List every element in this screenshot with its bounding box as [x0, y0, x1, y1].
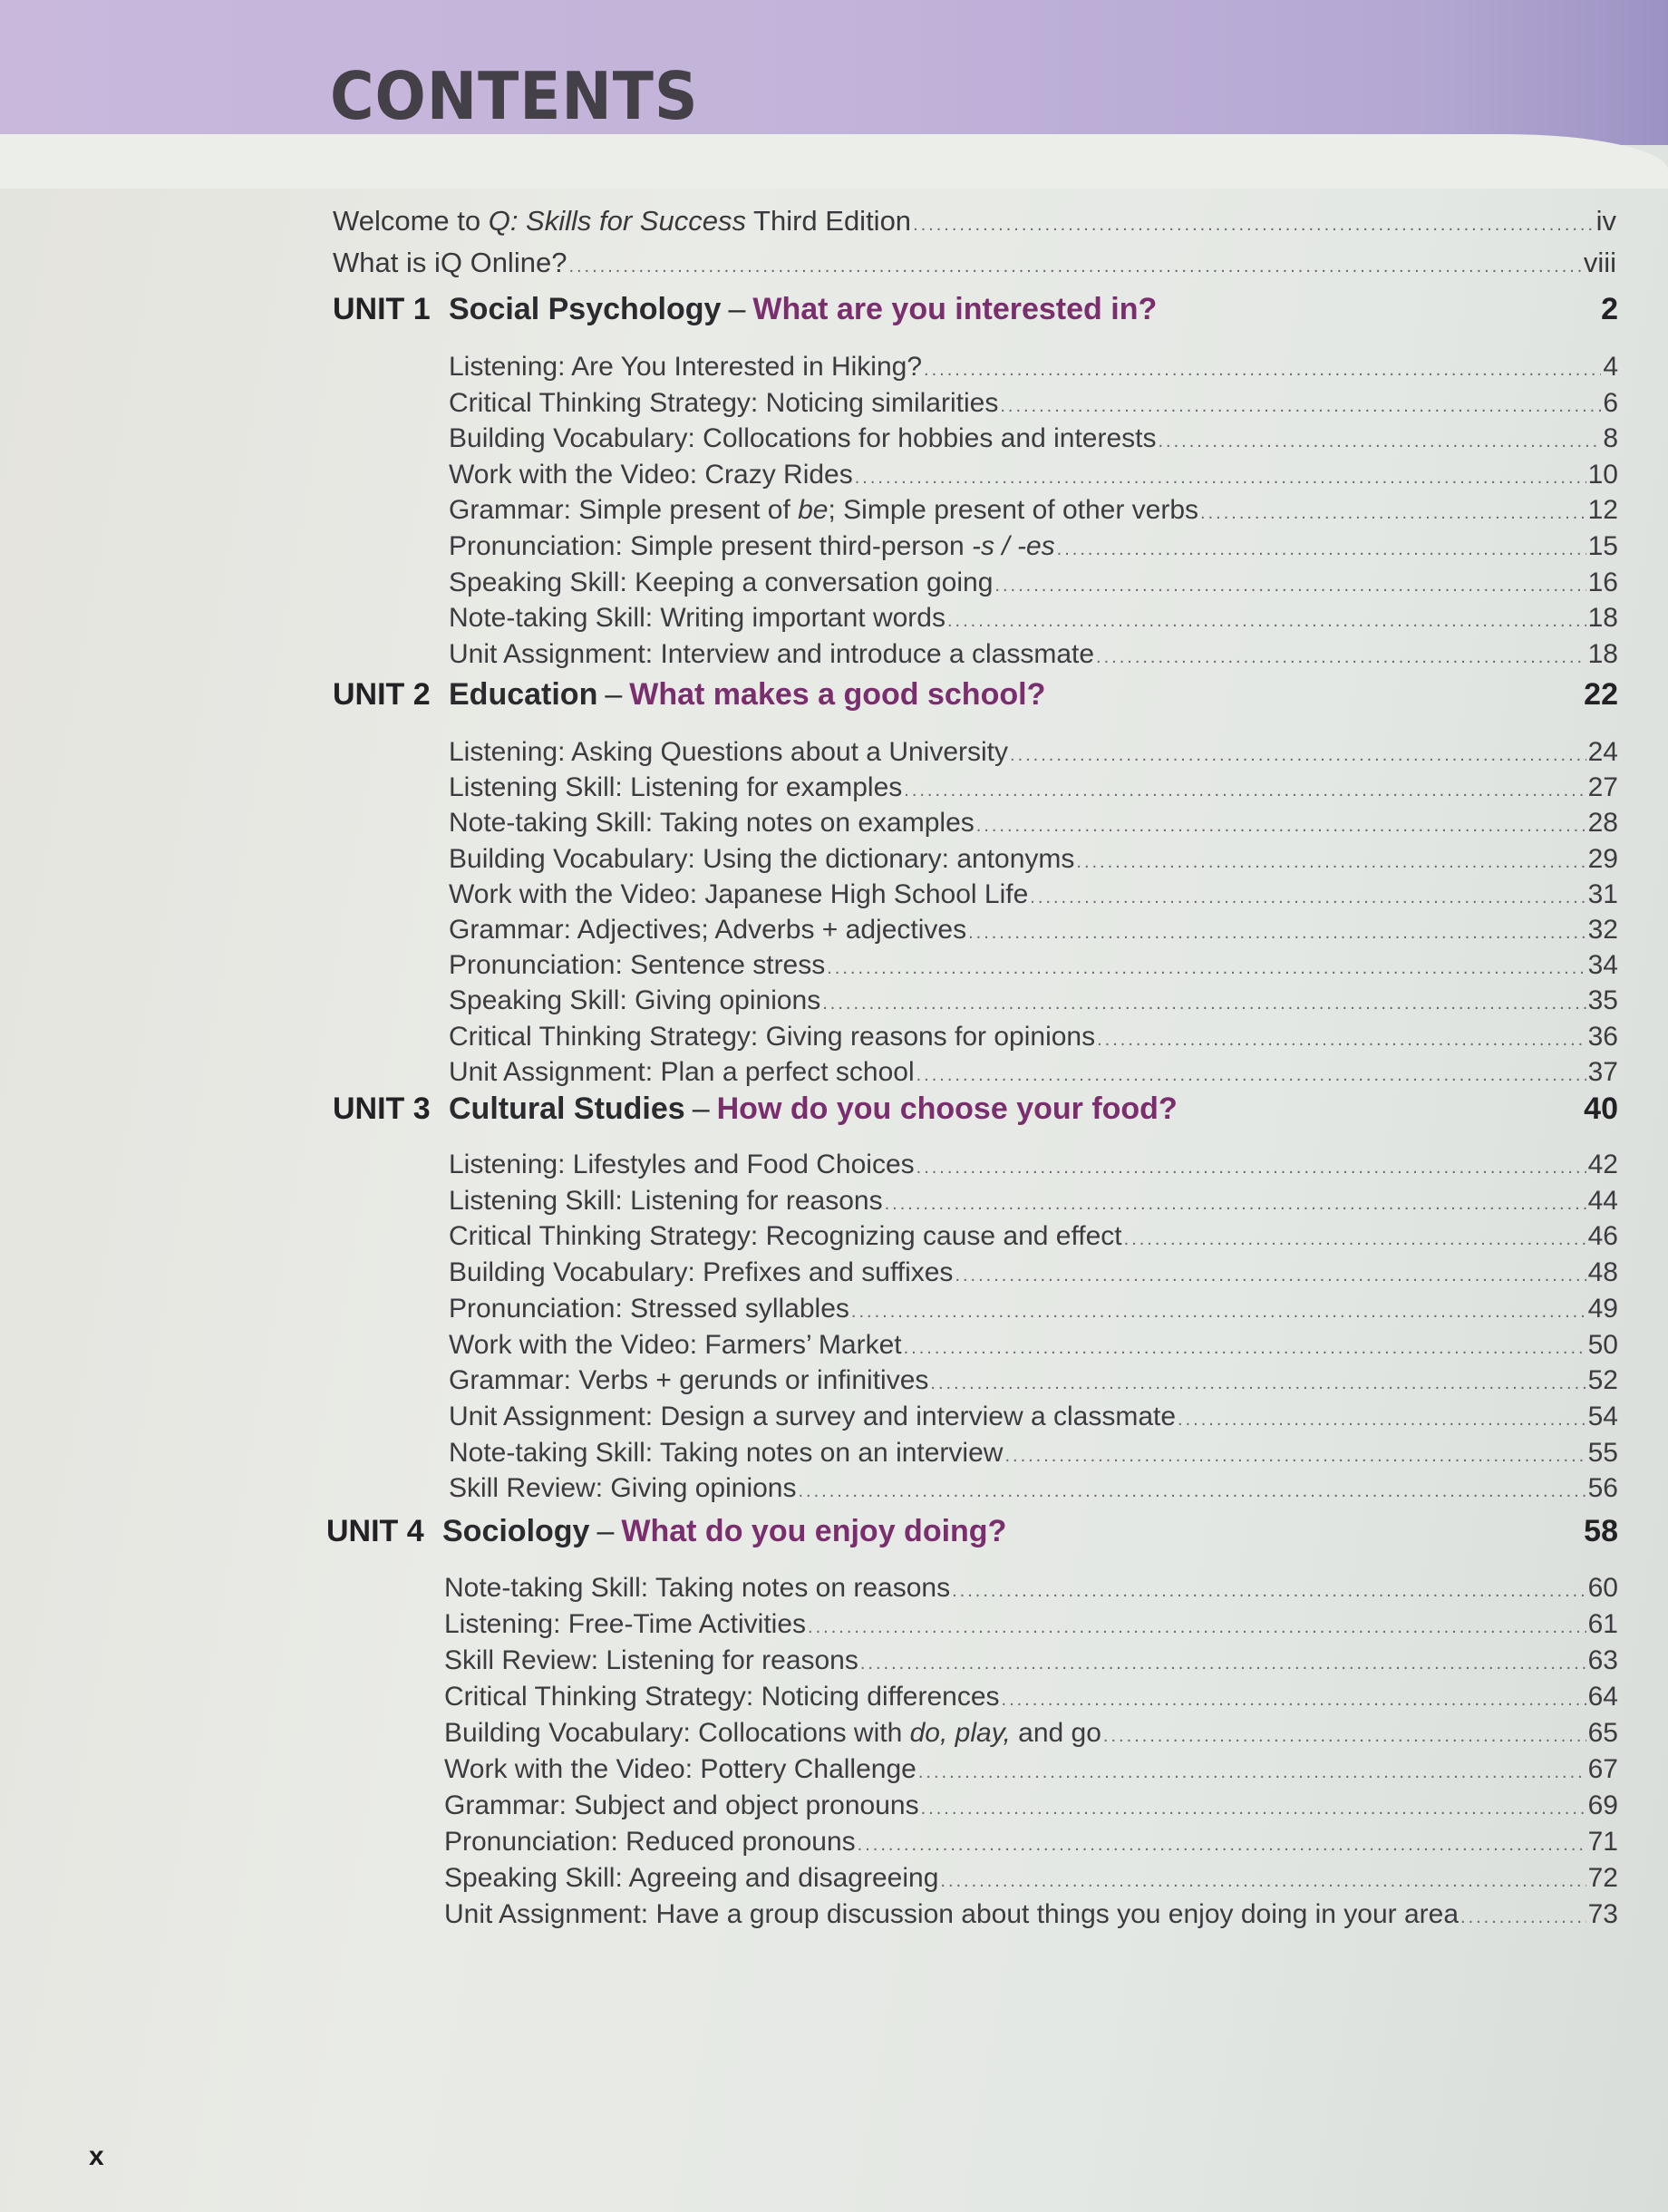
entry-page-number: 69 — [1587, 1790, 1618, 1820]
toc-entry[interactable] — [449, 388, 1618, 419]
entry-page-number: 54 — [1587, 1401, 1618, 1431]
entry-page-number: 37 — [1587, 1056, 1618, 1087]
toc-entry[interactable] — [449, 531, 1618, 562]
leader-dots — [1178, 1410, 1586, 1431]
toc-entry[interactable] — [444, 1863, 1618, 1894]
entry-label: Note-taking Skill: Taking notes on an interview — [449, 1437, 1004, 1468]
entry-label: Unit Assignment: Design a survey and interview a classmate — [449, 1401, 1177, 1431]
entry-label: Grammar: Simple present of be; Simple present of other verbs — [449, 495, 1199, 526]
unit-dash: – — [692, 1091, 710, 1126]
leader-dots — [808, 1617, 1586, 1638]
entry-page-number: 29 — [1587, 843, 1618, 874]
toc-entry[interactable] — [449, 879, 1618, 910]
entry-page-number: 65 — [1587, 1718, 1618, 1748]
entry-page-number: 56 — [1587, 1473, 1618, 1504]
entry-label: Note-taking Skill: Taking notes on examples — [449, 808, 975, 839]
entry-label: Unit Assignment: Plan a perfect school — [449, 1056, 915, 1087]
entry-label: Critical Thinking Strategy: Giving reasons for opinions — [449, 1021, 1096, 1052]
page-title: CONTENTS — [330, 58, 699, 134]
leader-dots — [827, 958, 1586, 979]
unit-heading-4[interactable] — [326, 1514, 1618, 1549]
leader-dots — [885, 1194, 1586, 1215]
leader-dots — [1103, 1726, 1586, 1747]
unit-dash: – — [605, 677, 623, 712]
toc-entry[interactable] — [449, 460, 1618, 490]
entry-label: Listening: Asking Questions about a University — [449, 737, 1009, 767]
entry-page-number: 48 — [1587, 1257, 1618, 1288]
unit-page-number: 58 — [1584, 1514, 1618, 1548]
toc-entry[interactable] — [449, 915, 1618, 946]
leader-dots — [921, 1799, 1586, 1819]
leader-dots — [916, 1065, 1586, 1086]
leader-dots — [799, 1481, 1586, 1502]
entry-page-number: 36 — [1587, 1021, 1618, 1052]
entry-label: Unit Assignment: Interview and introduce a classmate — [449, 638, 1095, 669]
toc-entry[interactable] — [449, 808, 1618, 839]
entry-label: Critical Thinking Strategy: Noticing similarities — [449, 387, 999, 418]
leader-dots — [952, 1581, 1586, 1602]
leader-dots — [1096, 647, 1586, 668]
entry-label: Critical Thinking Strategy: Noticing differences — [444, 1682, 1000, 1712]
entry-label: Work with the Video: Pottery Challenge — [444, 1754, 916, 1784]
toc-entry[interactable] — [449, 1438, 1618, 1469]
leader-dots — [1030, 888, 1586, 908]
toc-entry[interactable] — [444, 1573, 1618, 1604]
leader-dots — [924, 360, 1601, 381]
entry-label: Pronunciation: Stressed syllables — [449, 1293, 849, 1324]
unit-question: What are you interested in? — [752, 292, 1158, 326]
entry-label: Building Vocabulary: Collocations for hobbies and interests — [449, 423, 1157, 454]
leader-dots — [994, 576, 1586, 597]
unit-subject: Sociology — [442, 1514, 590, 1548]
entry-label: Speaking Skill: Giving opinions — [449, 985, 821, 1016]
leader-dots — [822, 994, 1586, 1014]
entry-page-number: 10 — [1587, 459, 1618, 490]
unit-heading-1[interactable] — [333, 292, 1618, 327]
unit-page-number: 40 — [1584, 1091, 1618, 1126]
toc-entry[interactable] — [449, 1057, 1618, 1088]
unit-dash: – — [596, 1514, 615, 1548]
toc-entry[interactable] — [449, 844, 1618, 875]
leader-dots — [976, 816, 1586, 837]
entry-page-number: 18 — [1587, 603, 1618, 634]
entry-label: Building Vocabulary: Collocations with do, play, and go — [444, 1718, 1101, 1748]
entry-page-number: 52 — [1587, 1365, 1618, 1396]
toc-entry[interactable] — [444, 1645, 1618, 1676]
unit-number: UNIT 1 — [333, 292, 431, 326]
leader-dots — [1010, 745, 1586, 766]
leader-dots — [1004, 1446, 1586, 1467]
toc-entry[interactable] — [449, 1186, 1618, 1217]
entry-page-number: viii — [1583, 247, 1616, 278]
toc-entry[interactable] — [449, 1294, 1618, 1324]
toc-entry[interactable] — [444, 1682, 1618, 1712]
leader-dots — [904, 781, 1586, 801]
entry-label: Speaking Skill: Agreeing and disagreeing — [444, 1863, 939, 1893]
entry-page-number: 27 — [1587, 772, 1618, 803]
entry-label: Listening: Lifestyles and Food Choices — [449, 1150, 915, 1179]
entry-page-number: 8 — [1603, 423, 1618, 454]
entry-label: Listening: Free-Time Activities — [444, 1609, 807, 1639]
entry-label: Work with the Video: Crazy Rides — [449, 459, 853, 490]
toc-entry-welcome[interactable] — [333, 205, 1616, 238]
entry-page-number: 61 — [1587, 1609, 1618, 1639]
entry-page-number: 63 — [1587, 1645, 1618, 1675]
leader-dots — [1076, 852, 1586, 873]
entry-label: Work with the Video: Japanese High School Life — [449, 878, 1029, 909]
entry-page-number: 32 — [1587, 915, 1618, 945]
entry-page-number: 64 — [1587, 1682, 1618, 1712]
entry-page-number: 16 — [1587, 567, 1618, 597]
leader-dots — [1460, 1907, 1586, 1928]
toc-entry[interactable] — [449, 1365, 1618, 1396]
leader-dots — [858, 1835, 1586, 1856]
entry-page-number: 18 — [1587, 638, 1618, 669]
entry-page-number: iv — [1595, 205, 1616, 237]
toc-entry[interactable] — [449, 1402, 1618, 1432]
header-band — [0, 0, 1668, 145]
entry-page-number: 55 — [1587, 1437, 1618, 1468]
entry-page-number: 42 — [1587, 1150, 1618, 1179]
toc-entry[interactable] — [449, 639, 1618, 670]
toc-entry[interactable] — [449, 1257, 1618, 1288]
entry-label: Skill Review: Giving opinions — [449, 1473, 797, 1504]
unit-heading-2[interactable] — [333, 677, 1618, 713]
unit-number: UNIT 2 — [333, 677, 431, 712]
leader-dots — [1124, 1229, 1586, 1250]
leader-dots — [1002, 1690, 1586, 1711]
toc-entry[interactable] — [449, 1330, 1618, 1361]
leader-dots — [1000, 396, 1601, 417]
entry-label: Welcome to Q: Skills for Success Third Edition — [333, 205, 912, 237]
toc-entry[interactable] — [444, 1827, 1618, 1858]
entry-label: What is iQ Online? — [333, 247, 567, 278]
entry-page-number: 4 — [1603, 352, 1618, 382]
entry-page-number: 49 — [1587, 1293, 1618, 1324]
unit-number: UNIT 4 — [326, 1514, 424, 1548]
leader-dots — [916, 1158, 1586, 1179]
entry-label: Pronunciation: Simple present third-person -s / -es — [449, 531, 1055, 561]
toc-entry-iq-online[interactable] — [333, 247, 1616, 279]
unit-dash: – — [728, 292, 746, 326]
toc-entry[interactable] — [449, 737, 1618, 768]
entry-page-number: 31 — [1587, 878, 1618, 909]
entry-page-number: 73 — [1587, 1899, 1618, 1929]
entry-label: Listening Skill: Listening for examples — [449, 772, 903, 803]
leader-dots — [851, 1302, 1586, 1323]
entry-label: Work with the Video: Farmers’ Market — [449, 1329, 902, 1360]
entry-page-number: 34 — [1587, 950, 1618, 981]
toc-entry[interactable] — [449, 495, 1618, 526]
unit-question: How do you choose your food? — [716, 1091, 1178, 1126]
unit-number: UNIT 3 — [333, 1091, 431, 1126]
entry-page-number: 35 — [1587, 985, 1618, 1016]
entry-page-number: 6 — [1603, 387, 1618, 418]
toc-entry[interactable] — [444, 1754, 1618, 1785]
entry-label: Listening Skill: Listening for reasons — [449, 1185, 883, 1216]
leader-dots — [1158, 432, 1601, 452]
entry-page-number: 60 — [1587, 1573, 1618, 1603]
entry-page-number: 50 — [1587, 1329, 1618, 1360]
entry-page-number: 28 — [1587, 808, 1618, 839]
unit-heading-3[interactable] — [333, 1091, 1618, 1127]
toc-entry[interactable] — [449, 352, 1618, 383]
leader-dots — [1097, 1030, 1586, 1051]
toc-entry[interactable] — [449, 1150, 1618, 1180]
leader-dots — [855, 468, 1586, 489]
entry-page-number: 46 — [1587, 1221, 1618, 1252]
unit-question: What do you enjoy doing? — [621, 1514, 1007, 1548]
toc-entry[interactable] — [444, 1609, 1618, 1640]
page-folio: x — [89, 2141, 104, 2171]
entry-page-number: 24 — [1587, 737, 1618, 767]
entry-page-number: 72 — [1587, 1863, 1618, 1893]
unit-page-number: 22 — [1584, 677, 1618, 712]
toc-entry[interactable] — [444, 1790, 1618, 1821]
leader-dots — [930, 1373, 1586, 1394]
unit-subject: Cultural Studies — [449, 1091, 685, 1126]
toc-entry[interactable] — [449, 423, 1618, 454]
leader-dots — [913, 215, 1595, 236]
entry-label: Critical Thinking Strategy: Recognizing cause and effect — [449, 1221, 1122, 1252]
toc-entry[interactable] — [449, 1473, 1618, 1504]
leader-dots — [955, 1266, 1586, 1286]
leader-dots — [968, 923, 1586, 944]
header-curve — [0, 134, 1668, 189]
toc-entry[interactable] — [444, 1718, 1618, 1749]
leader-dots — [1057, 539, 1586, 560]
unit-question: What makes a good school? — [629, 677, 1046, 712]
entry-page-number: 67 — [1587, 1754, 1618, 1784]
leader-dots — [1200, 503, 1586, 524]
entry-page-number: 12 — [1587, 495, 1618, 526]
entry-label: Speaking Skill: Keeping a conversation going — [449, 567, 994, 597]
toc-entry[interactable] — [449, 603, 1618, 634]
toc-entry[interactable] — [449, 985, 1618, 1016]
leader-dots — [918, 1762, 1586, 1783]
toc-entry[interactable] — [449, 1221, 1618, 1252]
toc-entry[interactable] — [449, 950, 1618, 981]
entry-label: Building Vocabulary: Using the dictionary: antonyms — [449, 843, 1075, 874]
entry-label: Skill Review: Listening for reasons — [444, 1645, 858, 1675]
entry-page-number: 44 — [1587, 1185, 1618, 1216]
entry-label: Pronunciation: Sentence stress — [449, 950, 826, 981]
entry-label: Pronunciation: Reduced pronouns — [444, 1827, 856, 1857]
unit-subject: Social Psychology — [449, 292, 722, 326]
entry-label: Grammar: Verbs + gerunds or infinitives — [449, 1365, 929, 1396]
leader-dots — [568, 257, 1581, 277]
entry-label: Grammar: Subject and object pronouns — [444, 1790, 919, 1820]
entry-label: Note-taking Skill: Writing important words — [449, 603, 946, 634]
toc-entry[interactable] — [449, 568, 1618, 598]
entry-label: Listening: Are You Interested in Hiking? — [449, 352, 923, 382]
leader-dots — [947, 611, 1586, 632]
entry-label: Grammar: Adjectives; Adverbs + adjectives — [449, 915, 967, 945]
leader-dots — [940, 1871, 1586, 1892]
entry-page-number: 71 — [1587, 1827, 1618, 1857]
entry-label: Note-taking Skill: Taking notes on reasons — [444, 1573, 951, 1603]
leader-dots — [860, 1654, 1586, 1674]
toc-entry[interactable] — [444, 1899, 1618, 1930]
entry-label: Unit Assignment: Have a group discussion about things you enjoy doing in your area — [444, 1899, 1460, 1929]
entry-label: Building Vocabulary: Prefixes and suffixes — [449, 1257, 954, 1288]
unit-subject: Education — [449, 677, 598, 712]
toc-entry[interactable] — [449, 1022, 1618, 1053]
leader-dots — [904, 1338, 1586, 1359]
unit-page-number: 2 — [1601, 292, 1618, 326]
toc-entry[interactable] — [449, 772, 1618, 803]
entry-page-number: 15 — [1587, 531, 1618, 561]
